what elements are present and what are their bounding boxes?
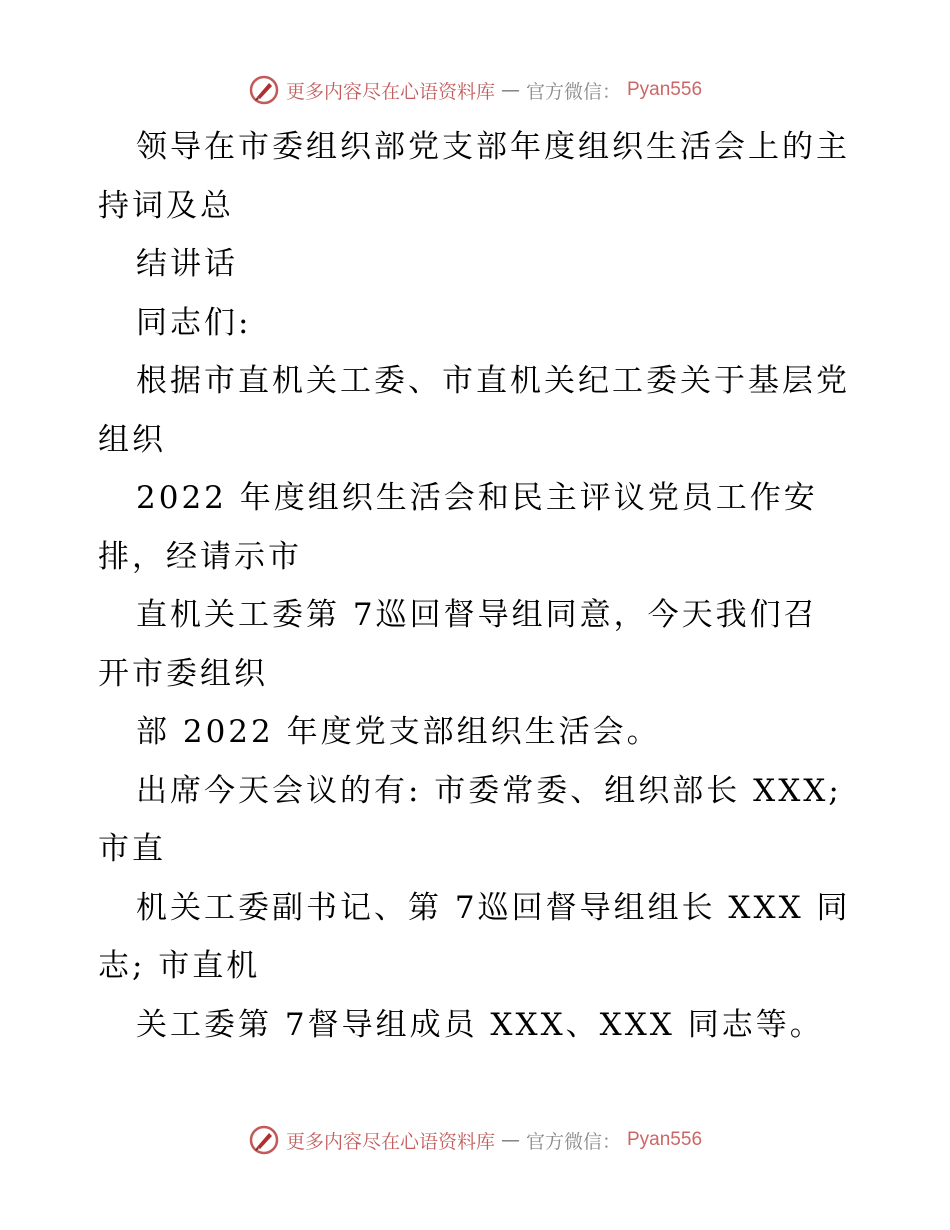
document-body — [98, 118, 858, 1054]
quill-logo-icon — [248, 1124, 280, 1156]
watermark-label: 官方微信： — [525, 1130, 621, 1153]
text-line: 根据市直机关工委、市直机关纪工委关于基层党 — [136, 363, 850, 399]
footer-watermark — [0, 1120, 950, 1160]
text-line: 市直 — [98, 831, 166, 867]
text-line: 志; 市直机 — [98, 948, 261, 984]
header-watermark — [0, 70, 950, 110]
text-line: 开市委组织 — [98, 655, 268, 692]
watermark-separator: — — [500, 79, 520, 101]
text-line: 2022 年度组织生活会和民主评议党员工作安 — [136, 480, 818, 516]
text-line: 同志们: — [136, 304, 252, 341]
watermark-account: Pyan556 — [627, 79, 703, 100]
text-line: 部 2022 年度党支部组织生活会。 — [136, 714, 661, 750]
text-line: 直机关工委第 7巡回督导组同意，今天我们召 — [136, 597, 818, 633]
text-line: 排，经请示市 — [98, 538, 302, 575]
watermark-label: 官方微信： — [525, 80, 621, 103]
quill-logo-icon — [248, 74, 280, 106]
text-line: 领导在市委组织部党支部年度组织生活会上的主 — [136, 129, 850, 165]
text-line: 组织 — [98, 421, 166, 458]
text-line: 机关工委副书记、第 7巡回督导组组长 XXX 同 — [136, 889, 851, 926]
text-line: 持词及总 — [98, 187, 234, 224]
text-line: 出席今天会议的有: 市委常委、组织部长 XXX; — [136, 772, 842, 809]
text-line: 关工委第 7督导组成员 XXX、XXX 同志等。 — [136, 1006, 824, 1043]
watermark-promo-text: 更多内容尽在心语资料库 — [285, 80, 495, 103]
text-line: 结讲话 — [136, 246, 238, 282]
watermark-separator: — — [500, 1129, 520, 1151]
watermark-account: Pyan556 — [627, 1129, 703, 1150]
watermark-promo-text: 更多内容尽在心语资料库 — [285, 1130, 495, 1153]
